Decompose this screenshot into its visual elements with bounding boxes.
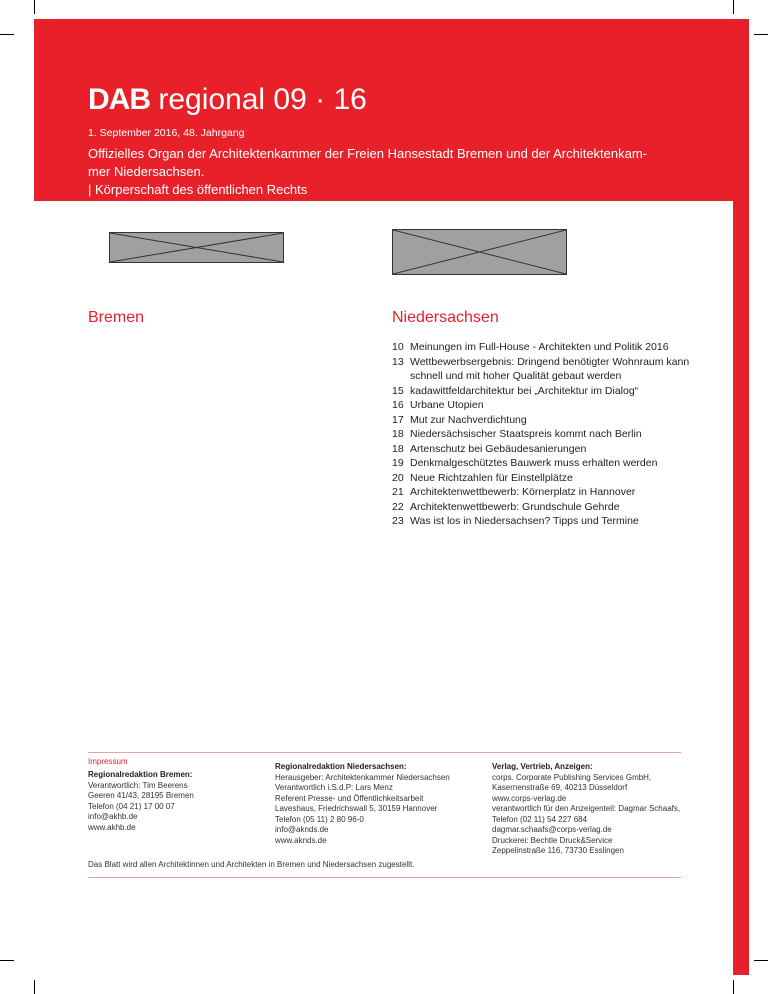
toc-page: 19 [392,457,404,469]
toc-page: 13 [392,355,404,368]
toc-page: 23 [392,515,404,527]
impressum-line: Herausgeber: Architektenkammer Niedersachsen [275,772,450,782]
toc-page: 18 [392,442,404,455]
impressum-niedersachsen [275,762,475,846]
impressum-line: corps. Corporate Publishing Services GmbH, [492,772,652,782]
impressum-line: Geeren 41/43, 28195 Bremen [88,791,194,800]
toc-item[interactable] [392,340,692,355]
toc-item[interactable] [392,384,692,399]
impressum-email[interactable]: dagmar.schaafs@corps-verlag.de [492,825,612,834]
impressum-website[interactable]: www.aknds.de [275,835,327,845]
toc-page: 15 [392,384,404,397]
toc-title: Architektenwettbewerb: Körnerplatz in Hannover [410,486,636,498]
crop-mark [733,980,734,994]
crop-mark [754,34,768,35]
impressum-line: Zeppelinstraße 116, 73730 Esslingen [492,846,624,855]
crop-mark [0,34,14,35]
toc-page: 18 [392,428,404,440]
toc-title: Urbane Utopien [410,399,484,411]
impressum-line: Referent Presse- und Öffentlichkeitsarbeit [275,793,424,803]
toc-item[interactable] [392,442,692,457]
issue-label: regional 09 · 16 [150,83,367,116]
crop-mark [34,980,35,994]
toc-item[interactable] [392,398,692,413]
toc-item[interactable] [392,413,692,428]
section-title-niedersachsen: Niedersachsen [392,309,499,326]
distribution-note: Das Blatt wird allen Architektinnen und Architekten in Bremen und Niedersachsen zugestellt. [88,860,415,869]
placeholder-cross-icon [393,230,566,274]
impressum-line: Druckerei: Bechtle Druck&Service [492,835,613,845]
crop-mark [34,0,35,14]
subtitle-line: | Körperschaft des öffentlichen Rechts [88,182,308,197]
impressum-website[interactable]: www.akhb.de [88,822,136,832]
toc-title: kadawittfeldarchitektur bei „Architektur im Dialog“ [410,384,639,397]
brand-logo: DAB [88,83,150,116]
toc-title: Meinungen im Full-House - Architekten und Politik 2016 [410,341,669,353]
impressum-line: Kasernenstraße 69, 40213 Düsseldorf [492,783,628,792]
impressum-label: Impressum [88,757,128,766]
subtitle-line: Offizielles Organ der Architektenkammer der Freien Hansestadt Bremen und der Architektenkam- [88,146,648,161]
impressum-email[interactable]: info@aknds.de [275,825,329,834]
impressum-line: Verantwortlich i.S.d.P: Lars Menz [275,783,393,792]
toc-page: 22 [392,500,404,513]
toc-item[interactable] [392,427,692,442]
impressum-heading: Verlag, Vertrieb, Anzeigen: [492,762,593,771]
toc-page: 10 [392,341,404,353]
impressum-heading: Regionalredaktion Niedersachsen: [275,762,407,771]
toc-page: 21 [392,486,404,498]
table-of-contents [392,340,692,529]
divider [88,877,681,878]
toc-page: 20 [392,471,404,484]
divider [88,752,681,753]
toc-title: Denkmalgeschütztes Bauwerk muss erhalten werden [410,457,658,469]
toc-item[interactable] [392,485,692,500]
issue-date: 1. September 2016, 48. Jahrgang [88,127,245,139]
placeholder-cross-icon [110,233,283,262]
toc-item[interactable] [392,471,692,486]
impressum-line: Telefon (04 21) 17 00 07 [88,801,175,811]
section-title-bremen: Bremen [88,309,145,326]
image-placeholder-bremen [109,232,284,263]
impressum-line: Verantwortlich: Tim Beerens [88,780,188,790]
toc-item[interactable] [392,500,692,515]
toc-title: Neue Richtzahlen für Einstellplätze [410,471,573,484]
crop-mark [0,960,14,961]
toc-item[interactable] [392,514,692,529]
side-bar [733,201,749,975]
toc-title: Mut zur Nachverdichtung [410,413,527,426]
toc-title: Niedersächsischer Staatspreis kommt nach Berlin [410,428,642,440]
impressum-bremen [88,770,258,833]
impressum-verlag [492,762,712,857]
toc-page: 17 [392,413,404,426]
image-placeholder-niedersachsen [392,229,567,275]
impressum-line: Telefon (02 11) 54 227 684 [492,814,588,824]
masthead-title [88,82,367,118]
toc-title: Artenschutz bei Gebäudesanierungen [410,442,587,455]
impressum-line: Telefon (05 11) 2 80 96-0 [275,814,364,824]
crop-mark [733,0,734,14]
subtitle-line: mer Niedersachsen. [88,164,205,179]
toc-item[interactable] [392,456,692,471]
toc-title: Was ist los in Niedersachsen? Tipps und Termine [410,515,639,527]
toc-item[interactable] [392,355,692,384]
impressum-website[interactable]: www.corps-verlag.de [492,793,567,803]
subtitle [88,145,648,199]
crop-mark [754,960,768,961]
impressum-email[interactable]: info@akhb.de [88,812,138,821]
toc-title: Wettbewerbsergebnis: Dringend benötigter Wohnraum kann schnell und mit hoher Qualität gebaut werden [410,355,690,382]
impressum-line: verantwortlich für den Anzeigenteil: Dagmar Schaafs, [492,804,681,813]
toc-page: 16 [392,399,404,411]
toc-title: Architektenwettbewerb: Grundschule Gehrde [410,500,620,513]
impressum-line: Laveshaus, Friedrichswall 5, 30159 Hannover [275,804,438,813]
impressum-heading: Regionalredaktion Bremen: [88,770,193,779]
